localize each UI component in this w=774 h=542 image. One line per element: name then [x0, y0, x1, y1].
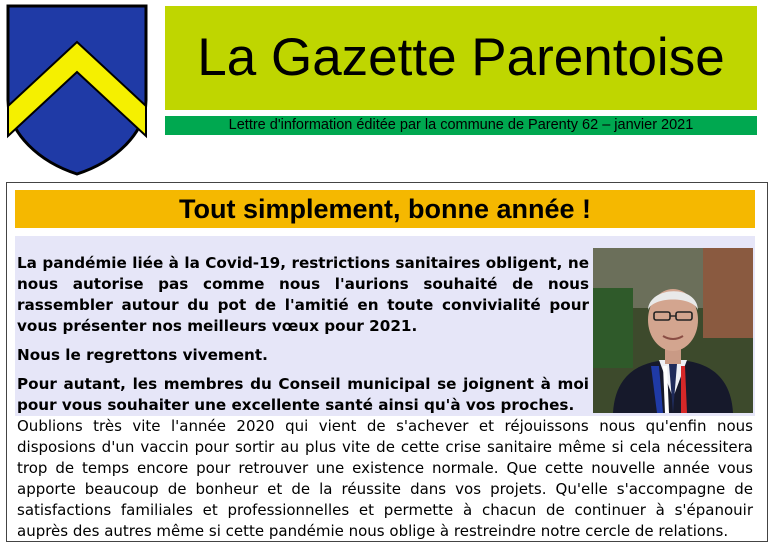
newsletter-subtitle: Lettre d'information éditée par la commune de Parenty 62 – janvier 2021 — [165, 116, 757, 135]
mayor-photo — [593, 248, 753, 413]
article-headline: Tout simplement, bonne année ! — [15, 190, 755, 228]
lead-paragraph: Nous le regrettons vivement. — [17, 346, 268, 364]
coat-of-arms-icon — [2, 2, 152, 177]
lead-paragraph: La pandémie liée à la Covid-19, restrictions sanitaires obligent, ne nous autorise pas comme nous l'aurions souhaité de nous rassembler autour du pot de l'amitié en toute convivialité pour vous présenter nos meilleurs vœux pour 2021. — [17, 254, 589, 335]
masthead — [165, 6, 757, 110]
article-body: Oublions très vite l'année 2020 qui vient de s'achever et réjouissons nous qu'enfin nous disposions d'un vaccin pour sortir au plus vite de cette crise sanitaire même si cela nécessitera trop de temps encore pour retrouver une existence normale. Que cette nouvelle année vous apporte beaucoup de bonheur et de la réussite dans vos projets. Qu'elle s'accompagne de satisfactions familiales et professionnelles et permette à chacun de continuer à s'épanouir auprès des autres même si cette pandémie nous oblige à restreindre notre cercle de relations. — [17, 417, 753, 540]
lead-paragraph: Pour autant, les membres du Conseil municipal se joignent à moi pour vous souhaiter une excellente santé ainsi qu'à vos proches. — [17, 375, 589, 414]
lead-text — [17, 253, 589, 424]
newsletter-title: La Gazette Parentoise — [197, 28, 725, 87]
